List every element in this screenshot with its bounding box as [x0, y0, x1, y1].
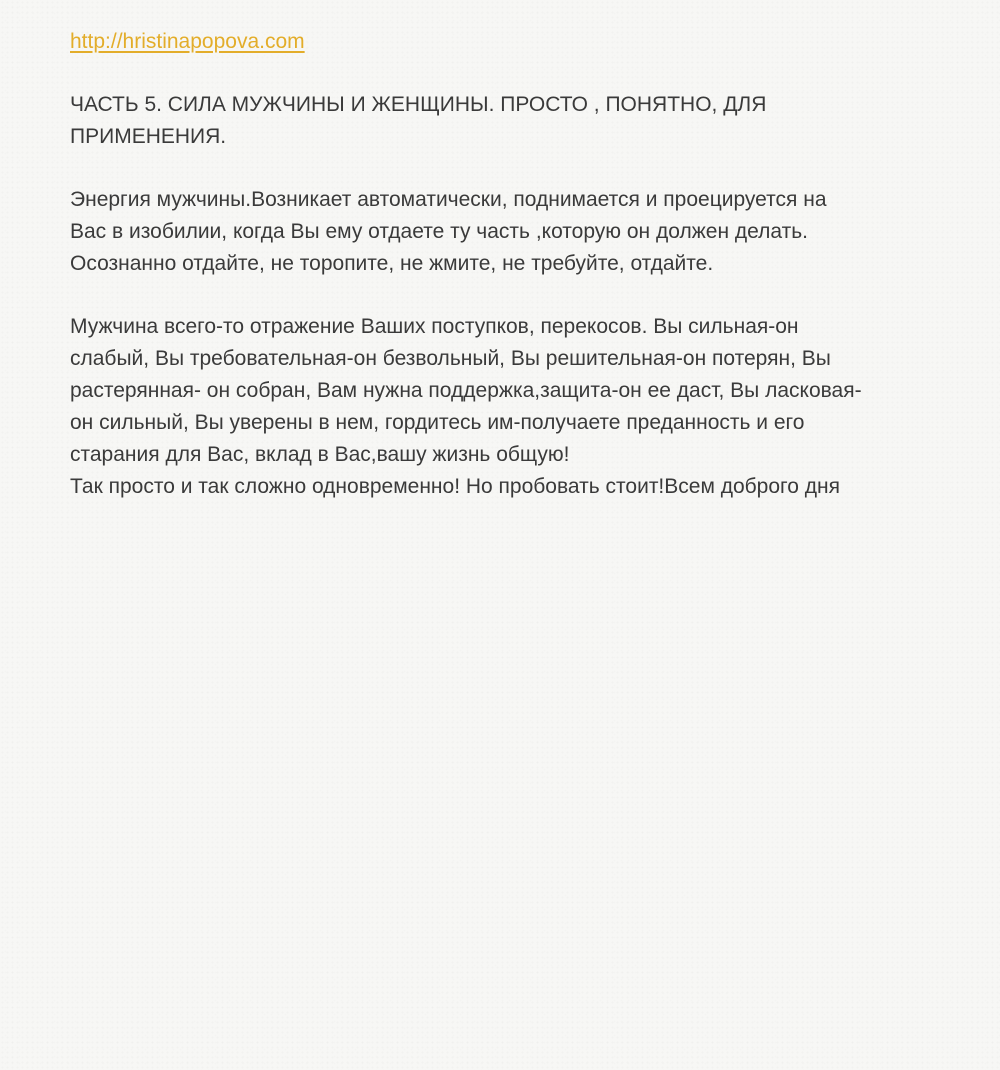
- text-line: Энергия мужчины.Возникает автоматически, поднимается и проецируется на: [70, 188, 827, 211]
- spacer: [70, 58, 950, 89]
- text-line: слабый, Вы требовательная-он безвольный, Вы решительная-он потерян, Вы: [70, 347, 831, 370]
- paragraph-energy: [70, 184, 950, 280]
- spacer: [70, 280, 950, 311]
- text-line: он сильный, Вы уверены в нем, гордитесь им-получаете преданность и его: [70, 411, 805, 434]
- heading-line: ПРИМЕНЕНИЯ.: [70, 125, 227, 148]
- text-line: Так просто и так сложно одновременно! Но пробовать стоит!Всем доброго дня: [70, 475, 840, 498]
- text-line: старания для Вас, вклад в Вас,вашу жизнь общую!: [70, 443, 570, 466]
- website-link[interactable]: http://hristinapopova.com: [70, 30, 305, 53]
- spacer: [70, 153, 950, 184]
- text-line: Осознанно отдайте, не торопите, не жмите, не требуйте, отдайте.: [70, 252, 714, 275]
- note-heading: [70, 89, 950, 153]
- text-line: Мужчина всего-то отражение Ваших поступков, перекосов. Вы сильная-он: [70, 315, 799, 338]
- text-line: растерянная- он собран, Вам нужна поддержка,защита-он ее даст, Вы ласковая-: [70, 379, 862, 402]
- paragraph-reflection: [70, 311, 950, 503]
- heading-line: ЧАСТЬ 5. СИЛА МУЖЧИНЫ И ЖЕНЩИНЫ. ПРОСТО , ПОНЯТНО, ДЛЯ: [70, 93, 767, 116]
- note-body: [70, 26, 950, 503]
- text-line: Вас в изобилии, когда Вы ему отдаете ту часть ,которую он должен делать.: [70, 220, 808, 243]
